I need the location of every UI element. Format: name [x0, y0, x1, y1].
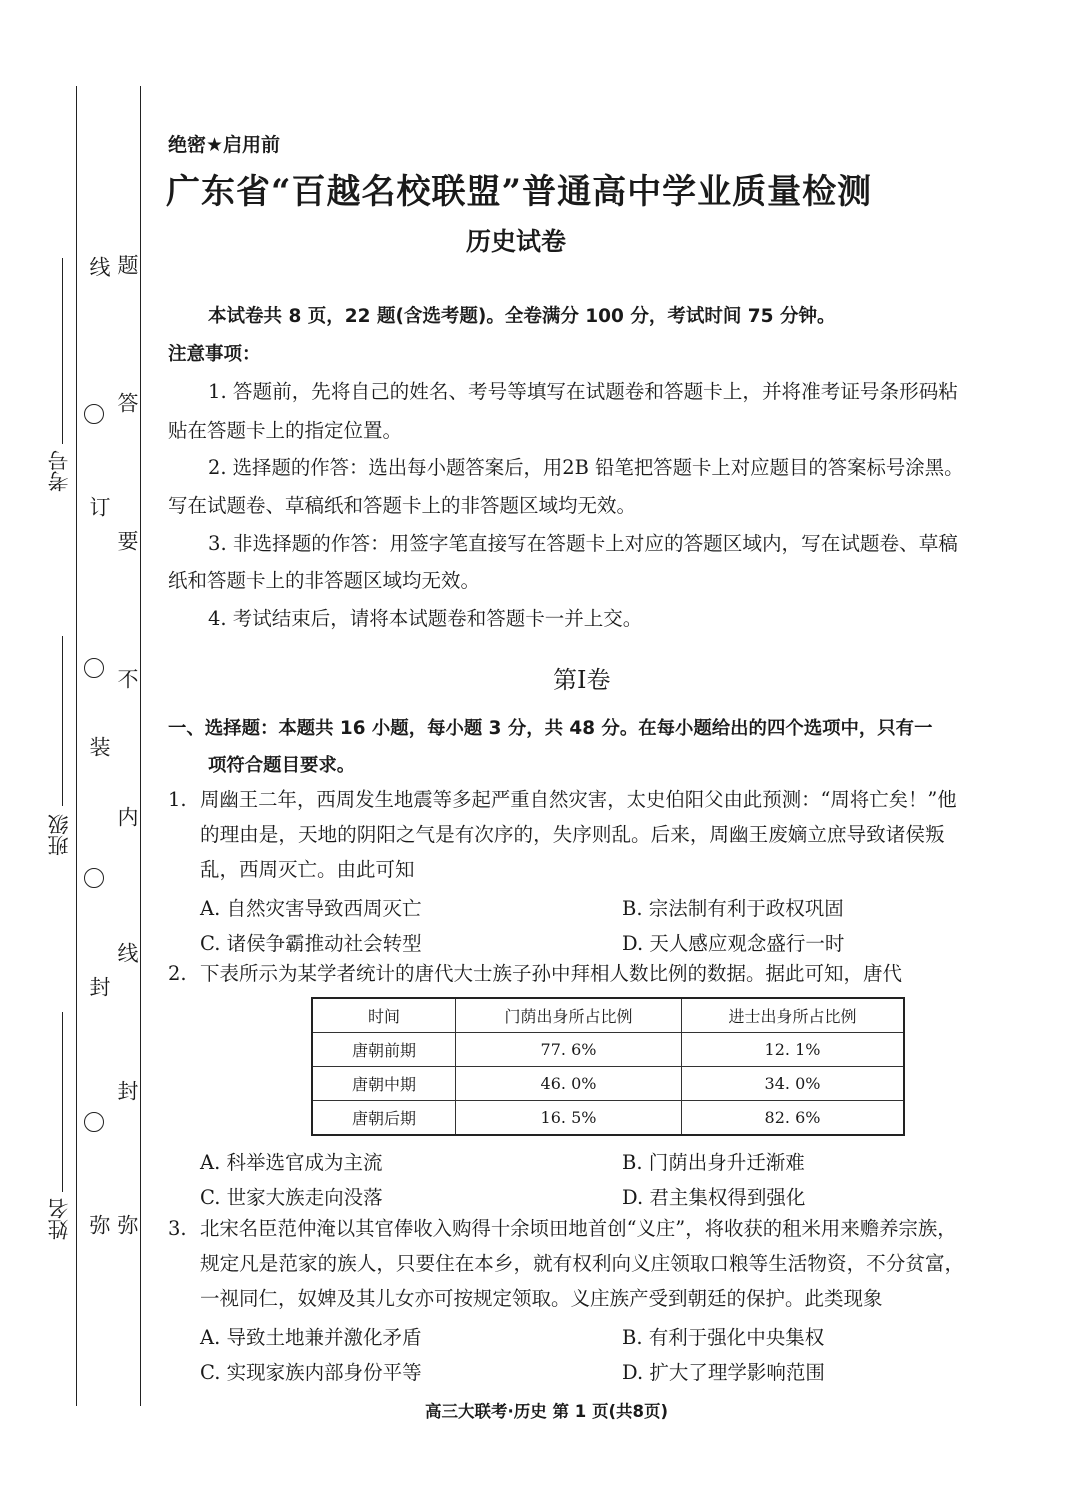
intro-text: 本试卷共 8 页，22 题(含选考题)。全卷满分 100 分，考试时间 75 分钟。 — [208, 306, 836, 327]
margin-char-feng2: 封 — [115, 1080, 139, 1103]
exam-title: 广东省“百越名校联盟”普通高中学业质量检测 — [166, 172, 873, 212]
q3-line-1: 北宋名臣范仲淹以其官俸收入购得十余顷田地首创“义庄”，将收获的租米用来赡养宗族， — [200, 1217, 957, 1240]
margin-char-feng: 封 — [87, 976, 111, 999]
q3-line-3: 一视同仁，奴婢及其儿女亦可按规定领取。义庄族产受到朝廷的保护。此类现象 — [200, 1287, 883, 1310]
section-title: 第Ⅰ卷 — [553, 666, 611, 694]
notice-2-line-1: 2. 选择题的作答：选出每小题答案后，用2B 铅笔把答题卡上对应题目的答案标号涂黑。 — [208, 456, 964, 479]
q2-data-table — [311, 997, 905, 1136]
q1-option-d[interactable]: D. 天人感应观念盛行一时 — [622, 932, 845, 955]
q3-number: 3. — [168, 1217, 187, 1240]
margin-char-bu: 不 — [115, 668, 139, 691]
margin-char-nei: 内 — [115, 806, 139, 829]
table-cell: 16. 5% — [456, 1101, 682, 1136]
q3-option-b[interactable]: B. 有利于强化中央集权 — [622, 1326, 825, 1349]
table-cell: 82. 6% — [682, 1101, 905, 1136]
q2-option-a[interactable]: A. 科举选官成为主流 — [200, 1151, 383, 1174]
q1-option-a[interactable]: A. 自然灾害导致西周灭亡 — [200, 897, 422, 920]
q2-number: 2. — [168, 962, 187, 985]
margin-circle — [84, 404, 104, 424]
margin-char-mi: 弥 — [87, 1214, 111, 1237]
margin-char-xian: 线 — [87, 256, 111, 279]
table-cell: 46. 0% — [456, 1067, 682, 1101]
margin-circle — [84, 868, 104, 888]
banji-label: 班级 — [47, 814, 71, 856]
margin-char-ti: 题 — [115, 254, 139, 277]
table-cell: 唐朝中期 — [312, 1067, 456, 1101]
margin-char-ding: 订 — [87, 496, 111, 519]
table-cell: 唐朝后期 — [312, 1101, 456, 1136]
q1-option-c[interactable]: C. 诸侯争霸推动社会转型 — [200, 932, 422, 955]
q1-option-b[interactable]: B. 宗法制有利于政权巩固 — [622, 897, 844, 920]
table-row — [312, 1067, 904, 1101]
subject-title: 历史试卷 — [466, 227, 567, 256]
table-header-cell: 门荫出身所占比例 — [456, 998, 682, 1033]
margin-char-xian2: 线 — [115, 942, 139, 965]
xingming-blank-line — [62, 1012, 63, 1192]
q3-option-c[interactable]: C. 实现家族内部身份平等 — [200, 1361, 422, 1384]
notice-4: 4. 考试结束后，请将本试题卷和答题卡一并上交。 — [208, 607, 643, 630]
table-row — [312, 1101, 904, 1136]
q2-option-b[interactable]: B. 门荫出身升迁渐难 — [622, 1151, 805, 1174]
q3-line-2: 规定凡是范家的族人，只要住在本乡，就有权利向义庄领取口粮等生活物资，不分贫富， — [200, 1252, 965, 1275]
margin-circle — [84, 658, 104, 678]
binding-line-left — [76, 86, 77, 1406]
q1-line-1: 周幽王二年，西周发生地震等多起严重自然灾害，太史伯阳父由此预测：“周将亡矣！”他 — [200, 788, 957, 811]
table-row — [312, 1033, 904, 1067]
q1-line-2: 的理由是，天地的阴阳之气是有次序的，失序则乱。后来，周幽王废嫡立庶导致诸侯叛 — [200, 823, 945, 846]
notice-title: 注意事项： — [168, 344, 261, 365]
q3-option-a[interactable]: A. 导致土地兼并激化矛盾 — [200, 1326, 422, 1349]
notice-2-line-2: 写在试题卷、草稿纸和答题卡上的非答题区域均无效。 — [168, 494, 637, 517]
notice-1-line-2: 贴在答题卡上的指定位置。 — [168, 419, 403, 442]
table-header-cell: 时间 — [312, 998, 456, 1033]
table-cell: 12. 1% — [682, 1033, 905, 1067]
binding-line-right — [140, 86, 141, 1406]
xingming-label: 姓名 — [47, 1198, 71, 1240]
margin-char-zhuang: 装 — [87, 736, 111, 759]
secret-label: 绝密★启用前 — [168, 134, 281, 156]
table-cell: 77. 6% — [456, 1033, 682, 1067]
part1-line-1: 一、选择题：本题共 16 小题，每小题 3 分，共 48 分。在每小题给出的四个选项中，只有一 — [168, 718, 933, 739]
notice-3-line-2: 纸和答题卡上的非答题区域均无效。 — [168, 569, 481, 592]
q1-line-3: 乱，西周灭亡。由此可知 — [200, 858, 415, 881]
q2-line-1: 下表所示为某学者统计的唐代大士族子孙中拜相人数比例的数据。据此可知，唐代 — [200, 962, 903, 985]
q1-number: 1. — [168, 788, 187, 811]
margin-circle — [84, 1112, 104, 1132]
notice-3-line-1: 3. 非选择题的作答：用签字笔直接写在答题卡上对应的答题区域内，写在试题卷、草稿 — [208, 532, 958, 555]
margin-char-da: 答 — [115, 392, 139, 415]
margin-char-mi2: 弥 — [115, 1214, 139, 1237]
page-footer: 高三大联考·历史 第 1 页(共8页) — [425, 1402, 669, 1421]
kaohao-label: 考号 — [47, 450, 71, 492]
table-cell: 34. 0% — [682, 1067, 905, 1101]
table-header-cell: 进士出身所占比例 — [682, 998, 905, 1033]
notice-1-line-1: 1. 答题前，先将自己的姓名、考号等填写在试题卷和答题卡上，并将准考证号条形码粘 — [208, 380, 958, 403]
q2-option-d[interactable]: D. 君主集权得到强化 — [622, 1186, 806, 1209]
banji-blank-line — [62, 636, 63, 806]
kaohao-blank-line — [62, 258, 63, 444]
table-cell: 唐朝前期 — [312, 1033, 456, 1067]
table-header-row — [312, 998, 904, 1033]
margin-char-yao: 要 — [115, 530, 139, 553]
q2-option-c[interactable]: C. 世家大族走向没落 — [200, 1186, 383, 1209]
q3-option-d[interactable]: D. 扩大了理学影响范围 — [622, 1361, 825, 1384]
part1-line-2: 项符合题目要求。 — [208, 755, 356, 776]
